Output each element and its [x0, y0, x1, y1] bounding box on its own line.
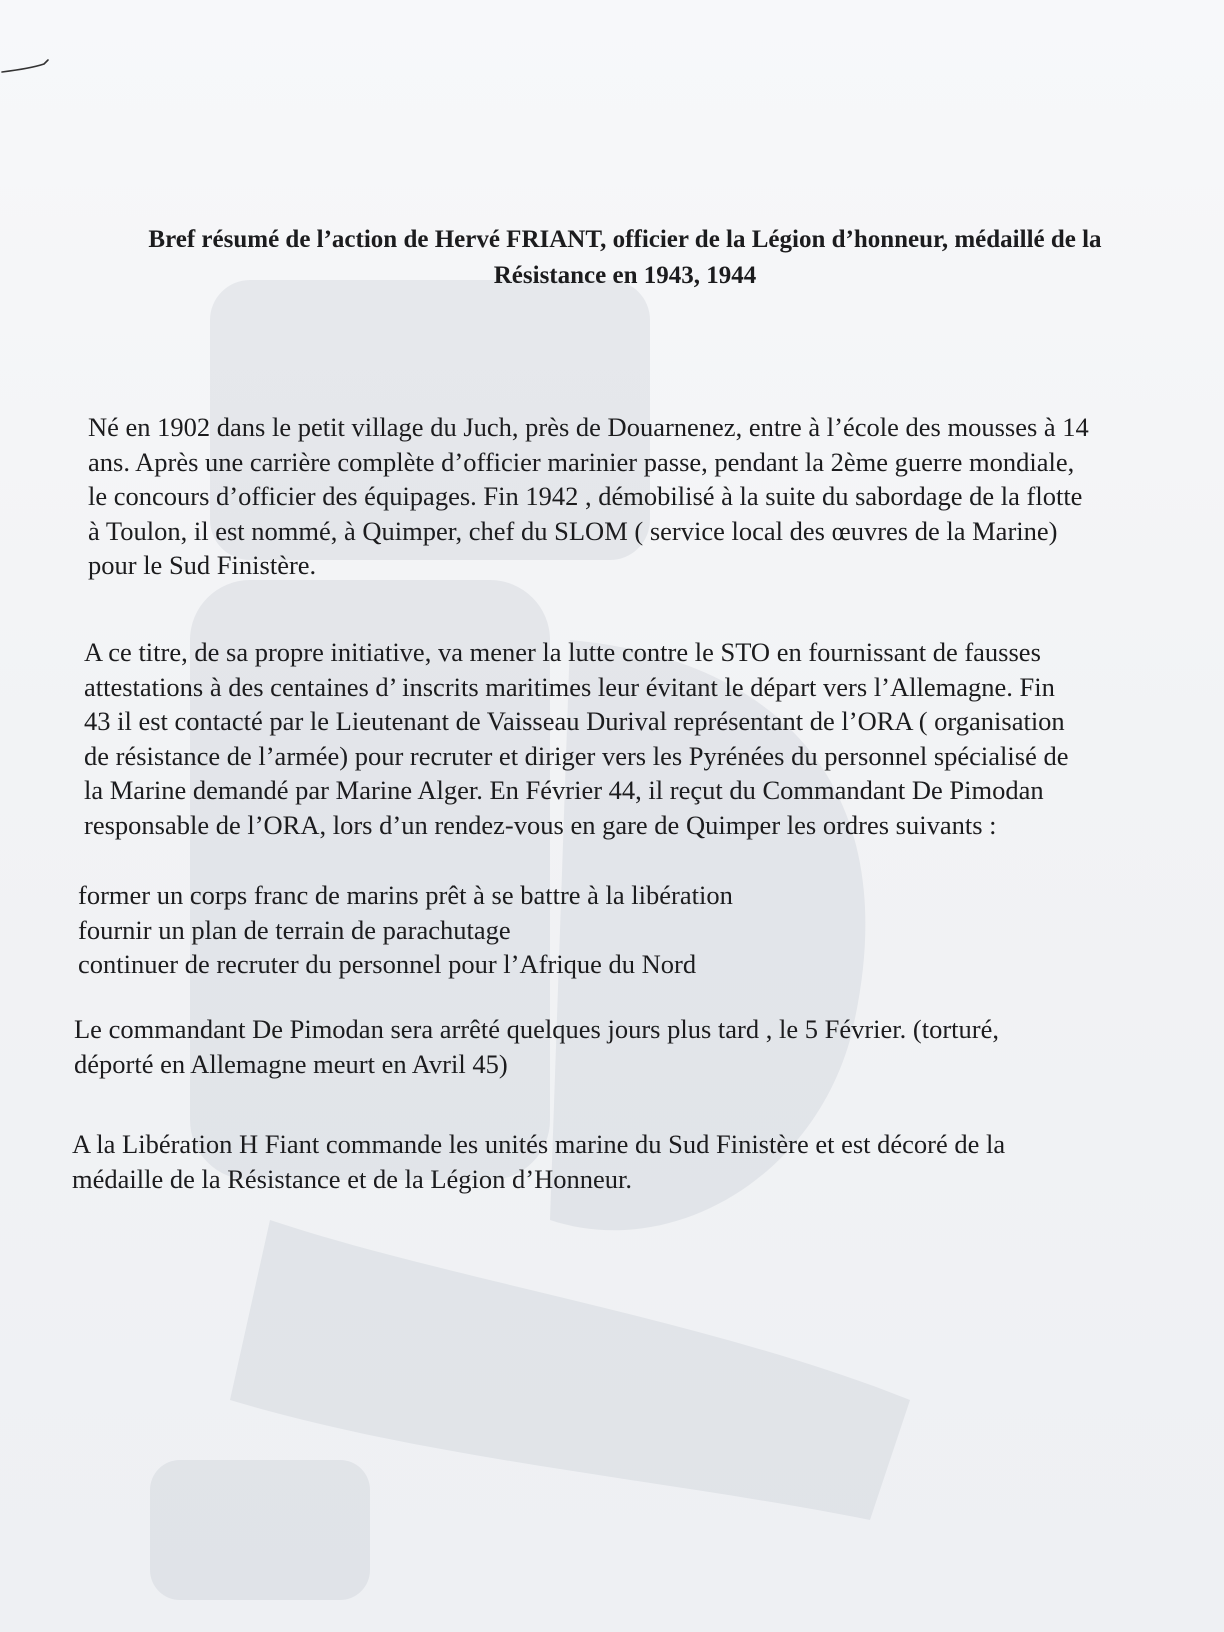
text-line: déporté en Allemagne meurt en Avril 45) [74, 1048, 508, 1079]
title-line: Résistance en 1943, 1944 [493, 262, 757, 289]
text-line: A la Libération H Fiant commande les unités marine du Sud Finistère et est décoré de la [72, 1129, 1006, 1159]
order-item: continuer de recruter du personnel pour l’Afrique du Nord [78, 949, 697, 979]
text-line: à Toulon, il est nommé, à Quimper, chef du SLOM ( service local des œuvres de la Marine) [88, 515, 1058, 546]
paragraph-liberation [72, 1127, 1005, 1196]
paragraph-birth-career [88, 410, 1089, 583]
orders-list [78, 878, 733, 982]
text-line: le concours d’officier des équipages. Fin 1942 , démobilisé à la suite du sabordage de la flotte [88, 481, 1083, 511]
paragraph-sto-resistance [84, 635, 1069, 842]
text-line: médaille de la Résistance et de la Légion d’Honneur. [72, 1163, 632, 1194]
text-line: attestations à des centaines d’ inscrits maritimes leur évitant le départ vers l’Allemagne. Fin [84, 671, 1055, 702]
text-line: 43 il est contacté par le Lieutenant de Vaisseau Durival représentant de l’ORA ( organisation [84, 706, 1065, 736]
text-line: responsable de l’ORA, lors d’un rendez-vous en gare de Quimper les ordres suivants : [84, 809, 997, 840]
text-line: A ce titre, de sa propre initiative, va mener la lutte contre le STO en fournissant de fausses [84, 637, 1041, 667]
text-line: Né en 1902 dans le petit village du Juch, près de Douarnenez, entre à l’école des mousses à 14 [88, 412, 1089, 442]
text-line: ans. Après une carrière complète d’officier marinier passe, pendant la 2ème guerre mondiale, [88, 446, 1075, 477]
text-line: Le commandant De Pimodan sera arrêté quelques jours plus tard , le 5 Février. (torturé, [74, 1014, 1000, 1044]
document-title [60, 222, 1190, 294]
order-item: fournir un plan de terrain de parachutage [78, 914, 511, 945]
pen-stroke-mark [0, 48, 60, 88]
title-line: Bref résumé de l’action de Hervé FRIANT, officier de la Légion d’honneur, médaillé de la [148, 226, 1102, 253]
order-item: former un corps franc de marins prêt à se battre à la libération [78, 880, 733, 910]
text-line: de résistance de l’armée) pour recruter et diriger vers les Pyrénées du personnel spécialisé de [84, 740, 1069, 771]
paragraph-pimodan-arrest [74, 1012, 999, 1081]
text-line: la Marine demandé par Marine Alger. En Février 44, il reçut du Commandant De Pimodan [84, 775, 1044, 805]
text-line: pour le Sud Finistère. [88, 550, 317, 580]
